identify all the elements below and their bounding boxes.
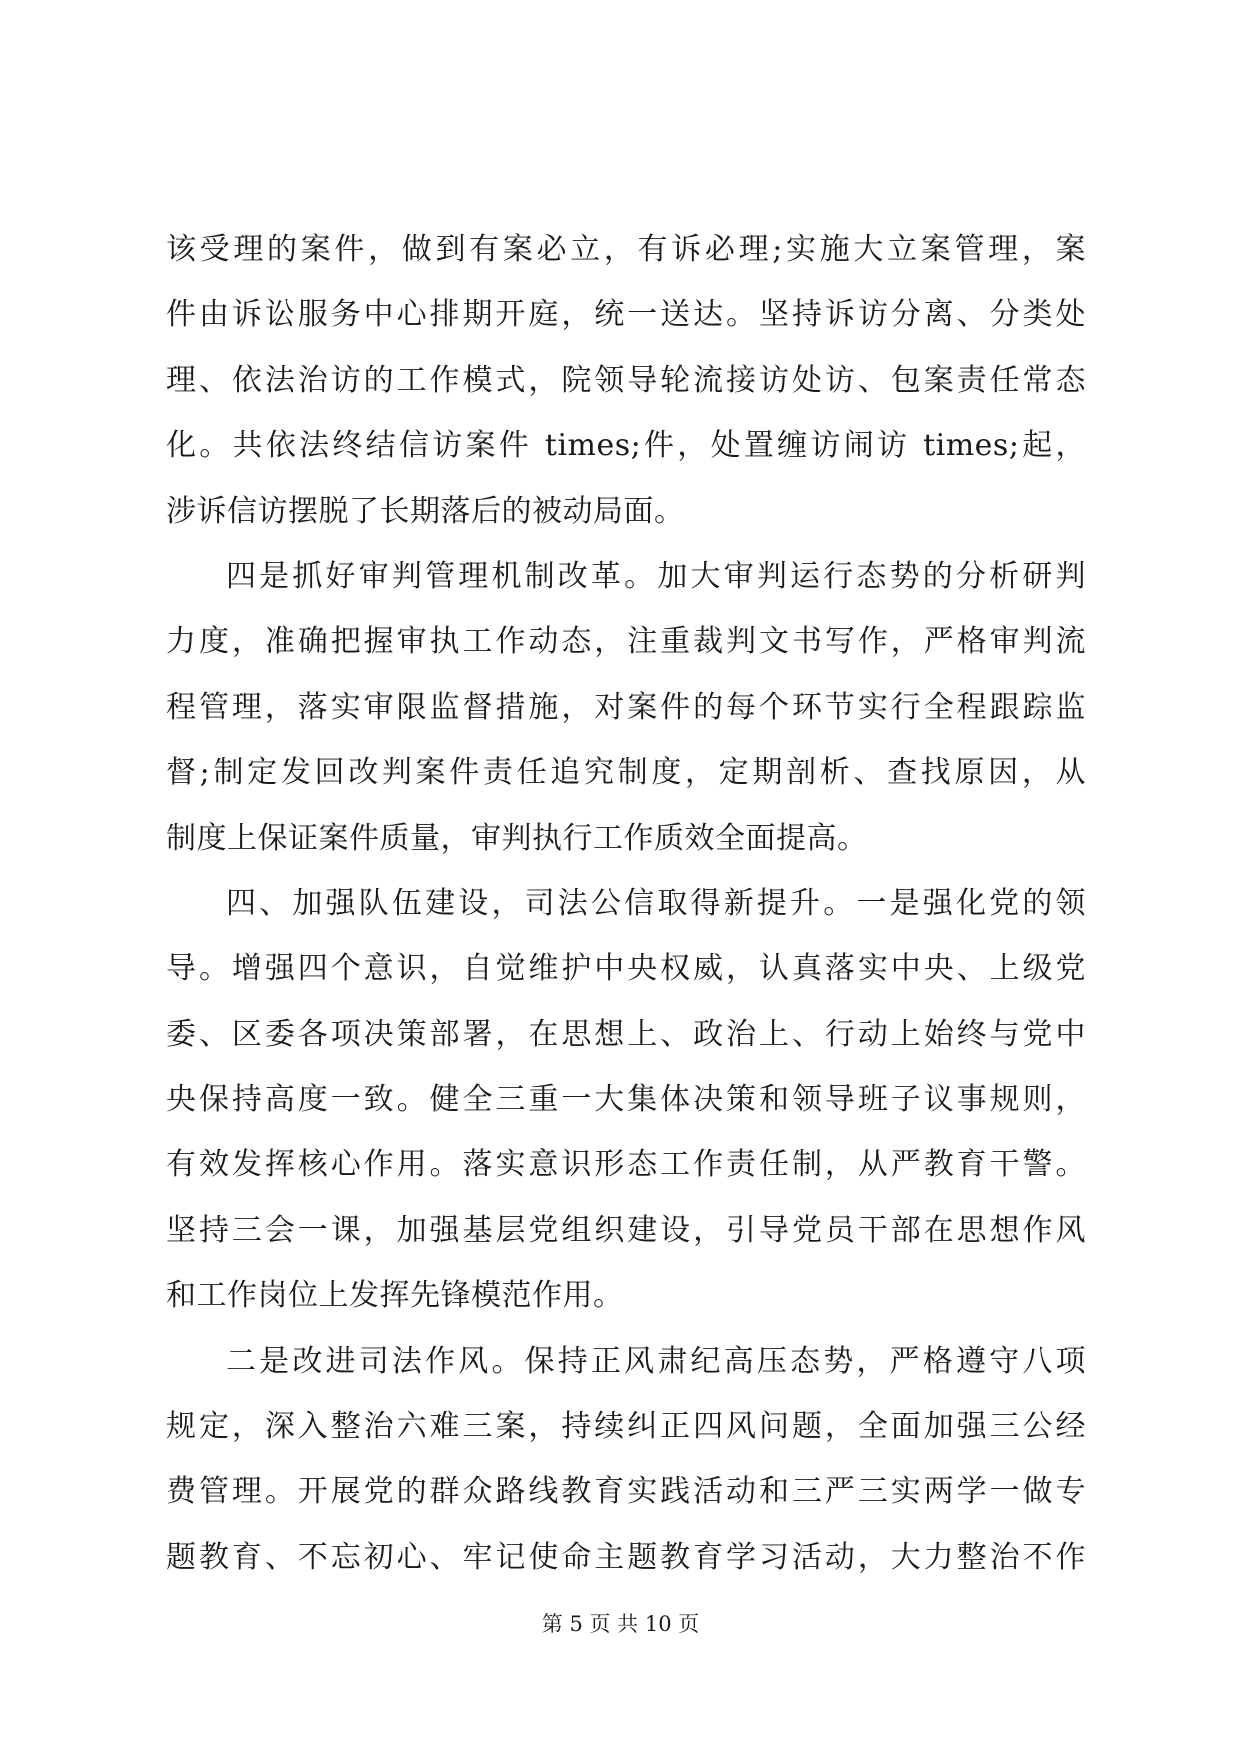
text-line: 题教育、不忘初心、牢记使命主题教育学习活动，大力整治不作 xyxy=(166,1539,1086,1575)
text-line: 该受理的案件，做到有案必立，有诉必理;实施大立案管理，案 xyxy=(166,232,1086,267)
text-line: 费管理。开展党的群众路线教育实践活动和三严三实两学一做专 xyxy=(166,1474,1086,1510)
text-line: 和工作岗位上发挥先锋模范作用。 xyxy=(166,1278,624,1314)
text-line: 规定，深入整治六难三案，持续纠正四风问题，全面加强三公经 xyxy=(166,1409,1086,1445)
text-line: 委、区委各项决策部署，在思想上、政治上、行动上始终与党中 xyxy=(166,1016,1086,1052)
text-line: 程管理，落实审限监督措施，对案件的每个环节实行全程跟踪监 xyxy=(166,689,1086,725)
page-footer: 第 5 页 共 10 页 xyxy=(541,1612,700,1636)
text-line: 督;制定发回改判案件责任追究制度，定期剖析、查找原因，从 xyxy=(166,755,1086,791)
text-line: 坚持三会一课，加强基层党组织建设，引导党员干部在思想作风 xyxy=(166,1212,1086,1248)
text-line: 四、加强队伍建设，司法公信取得新提升。一是强化党的领 xyxy=(226,885,1086,921)
text-line: 导。增强四个意识，自觉维护中央权威，认真落实中央、上级党 xyxy=(166,951,1086,987)
document-body xyxy=(166,232,1086,1605)
text-line: 化。共依法终结信访案件 times;件，处置缠访闹访 times;起， xyxy=(166,428,1086,464)
text-line: 有效发挥核心作用。落实意识形态工作责任制，从严教育干警。 xyxy=(166,1147,1086,1183)
text-line: 四是抓好审判管理机制改革。加大审判运行态势的分析研判 xyxy=(226,558,1086,594)
text-line: 力度，准确把握审执工作动态，注重裁判文书写作，严格审判流 xyxy=(166,624,1086,660)
text-line: 件由诉讼服务中心排期开庭，统一送达。坚持诉访分离、分类处 xyxy=(166,297,1086,333)
text-line: 涉诉信访摆脱了长期落后的被动局面。 xyxy=(166,493,685,529)
text-line: 央保持高度一致。健全三重一大集体决策和领导班子议事规则， xyxy=(166,1082,1086,1118)
text-line: 理、依法治访的工作模式，院领导轮流接访处访、包案责任常态 xyxy=(166,362,1086,398)
text-line: 二是改进司法作风。保持正风肃纪高压态势，严格遵守八项 xyxy=(226,1343,1086,1379)
text-line: 制度上保证案件质量，审判执行工作质效全面提高。 xyxy=(166,820,868,856)
